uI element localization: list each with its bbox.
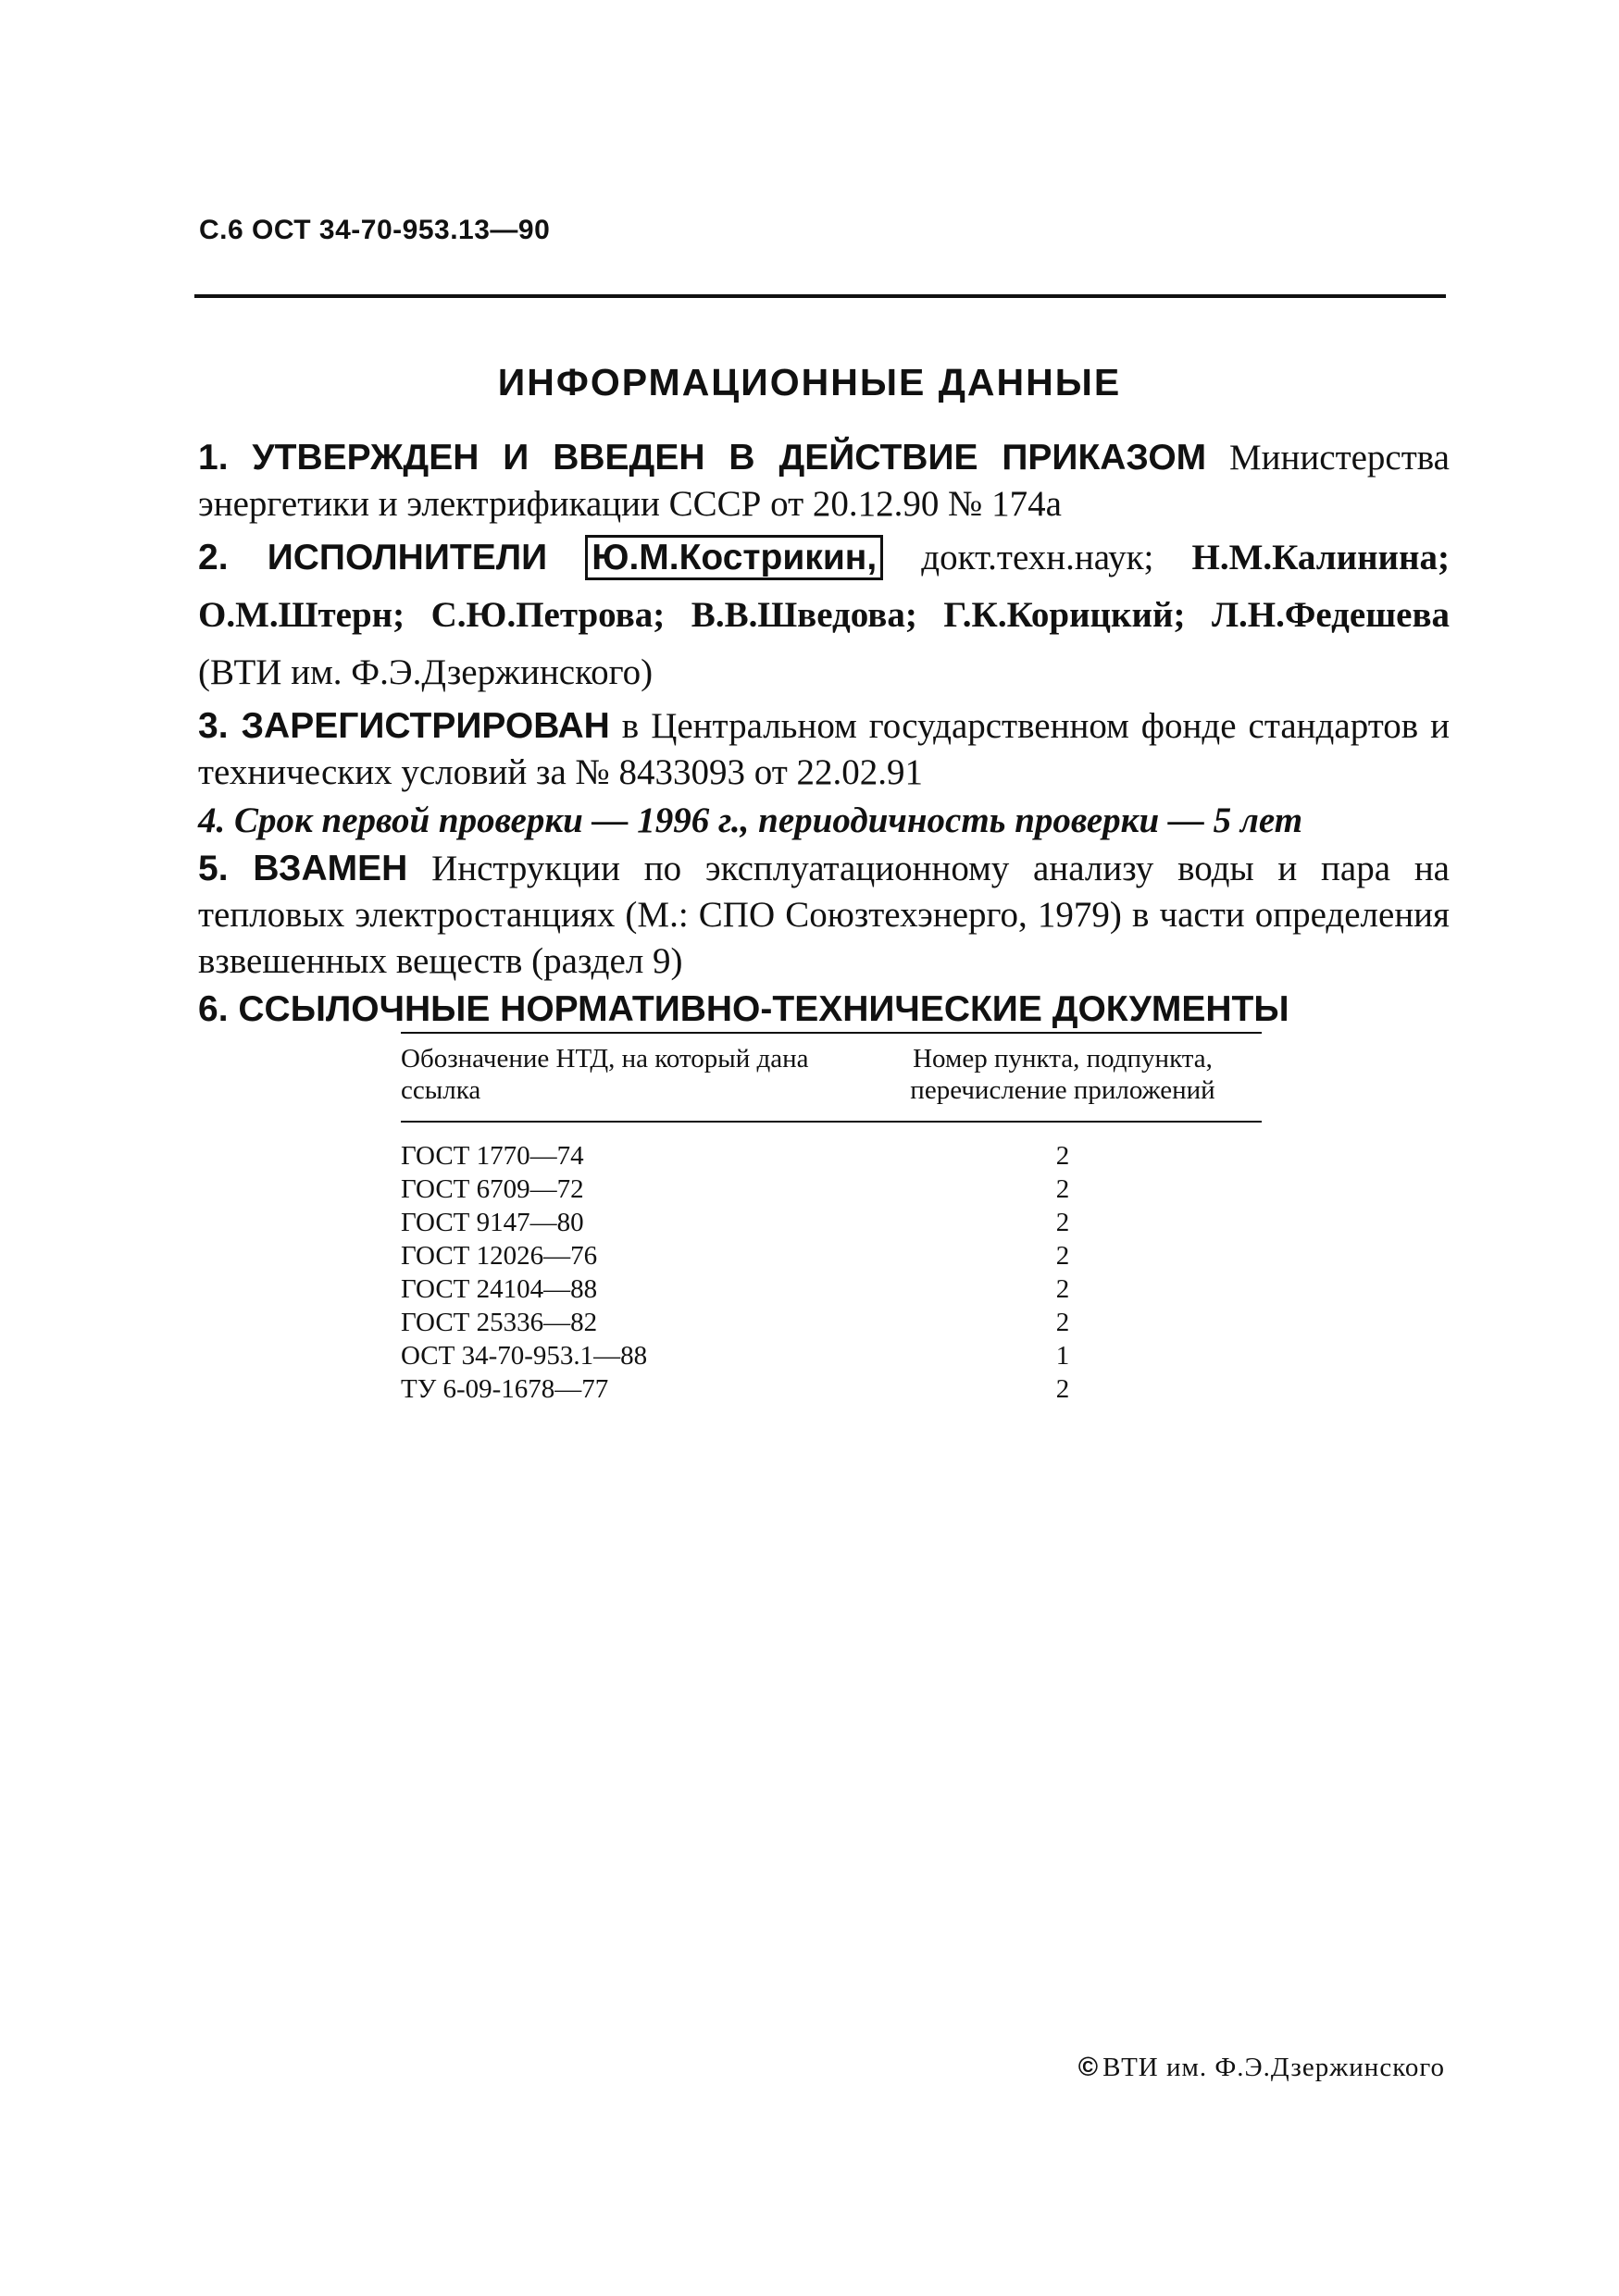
reference-document: ГОСТ 12026—76 bbox=[401, 1241, 598, 1271]
reference-document: ГОСТ 25336—82 bbox=[401, 1308, 598, 1337]
table-row bbox=[401, 1122, 1262, 1173]
table-header-row bbox=[401, 1033, 1262, 1122]
item-registered-text: в Центральном государственном фонде стандартов и технических условий за № 8433093 от 22.02.91 bbox=[198, 706, 1450, 792]
item-replaces bbox=[198, 846, 1450, 985]
item-review-period: 4. Срок первой проверки — 1996 г., периодичность проверки — 5 лет bbox=[198, 800, 1303, 840]
reference-document: ГОСТ 6709—72 bbox=[401, 1174, 584, 1204]
item-references-heading: 6. ССЫЛОЧНЫЕ НОРМАТИВНО-ТЕХНИЧЕСКИЕ ДОКУМЕНТЫ bbox=[198, 989, 1289, 1029]
reference-item-number: 2 bbox=[1055, 1208, 1070, 1237]
reference-document: ОСТ 34-70-953.1—88 bbox=[401, 1341, 648, 1371]
table-row bbox=[401, 1339, 1262, 1372]
item-replaces-lead: 5. ВЗАМЕН bbox=[198, 849, 408, 888]
reference-document: ГОСТ 1770—74 bbox=[401, 1141, 584, 1171]
table-row bbox=[401, 1206, 1262, 1239]
reference-item-number: 2 bbox=[1055, 1374, 1070, 1404]
column-header-document: Обозначение НТД, на который дана ссылка bbox=[401, 1044, 809, 1105]
table-row bbox=[401, 1272, 1262, 1306]
reference-document: ГОСТ 9147—80 bbox=[401, 1208, 584, 1237]
reference-item-number: 2 bbox=[1055, 1174, 1070, 1204]
item-approved bbox=[198, 435, 1450, 527]
reference-item-number: 2 bbox=[1055, 1274, 1070, 1304]
item-registered-lead: 3. ЗАРЕГИСТРИРОВАН bbox=[198, 706, 610, 746]
reference-item-number: 2 bbox=[1055, 1141, 1070, 1171]
copyright-notice bbox=[1078, 2053, 1445, 2083]
item-authors-lead: 2. ИСПОЛНИТЕЛИ bbox=[198, 538, 548, 577]
reference-document: ГОСТ 24104—88 bbox=[401, 1274, 598, 1304]
table-row bbox=[401, 1372, 1262, 1406]
item-registered bbox=[198, 703, 1450, 796]
item-approved-text: Министерства энергетики и электрификации СССР от 20.12.90 № 174а bbox=[198, 438, 1450, 524]
boxed-author-name: Ю.М.Кострикин, bbox=[585, 535, 883, 580]
reference-item-number: 2 bbox=[1055, 1308, 1070, 1337]
page-header: С.6 ОСТ 34-70-953.13—90 bbox=[199, 215, 551, 245]
column-header-item: Номер пункта, подпункта, перечисление приложений bbox=[910, 1044, 1215, 1105]
table-row bbox=[401, 1306, 1262, 1339]
document-title: ИНФОРМАЦИОННЫЕ ДАННЫЕ bbox=[497, 361, 1122, 403]
info-items bbox=[198, 435, 1450, 1033]
reference-item-number: 1 bbox=[1055, 1341, 1070, 1371]
references-table bbox=[401, 1032, 1262, 1406]
reference-document: ТУ 6-09-1678—77 bbox=[401, 1374, 609, 1404]
reference-item-number: 2 bbox=[1055, 1241, 1070, 1271]
author-organization: (ВТИ им. Ф.Э.Дзержинского) bbox=[198, 652, 654, 692]
item-authors bbox=[198, 529, 1450, 701]
author-degree: докт.техн.наук; bbox=[883, 538, 1192, 577]
item-replaces-text: Инструкции по эксплуатационному анализу воды и пара на тепловых электростанциях (М.: СПО Союзтехэнерго, 1979) в части определения взвешенных веществ (раздел 9) bbox=[198, 849, 1450, 981]
copyright-icon: © bbox=[1077, 2053, 1100, 2082]
author-names: Н.М.Калинина; О.М.Штерн; С.Ю.Петрова; В.В.Шведова; Г.К.Корицкий; Л.Н.Федешева bbox=[198, 538, 1450, 635]
header-rule bbox=[194, 294, 1446, 298]
table-row bbox=[401, 1173, 1262, 1206]
item-approved-lead: 1. УТВЕРЖДЕН И ВВЕДЕН В ДЕЙСТВИЕ ПРИКАЗОМ bbox=[198, 438, 1207, 478]
copyright-text: ВТИ им. Ф.Э.Дзержинского bbox=[1102, 2053, 1445, 2082]
table-row bbox=[401, 1239, 1262, 1272]
